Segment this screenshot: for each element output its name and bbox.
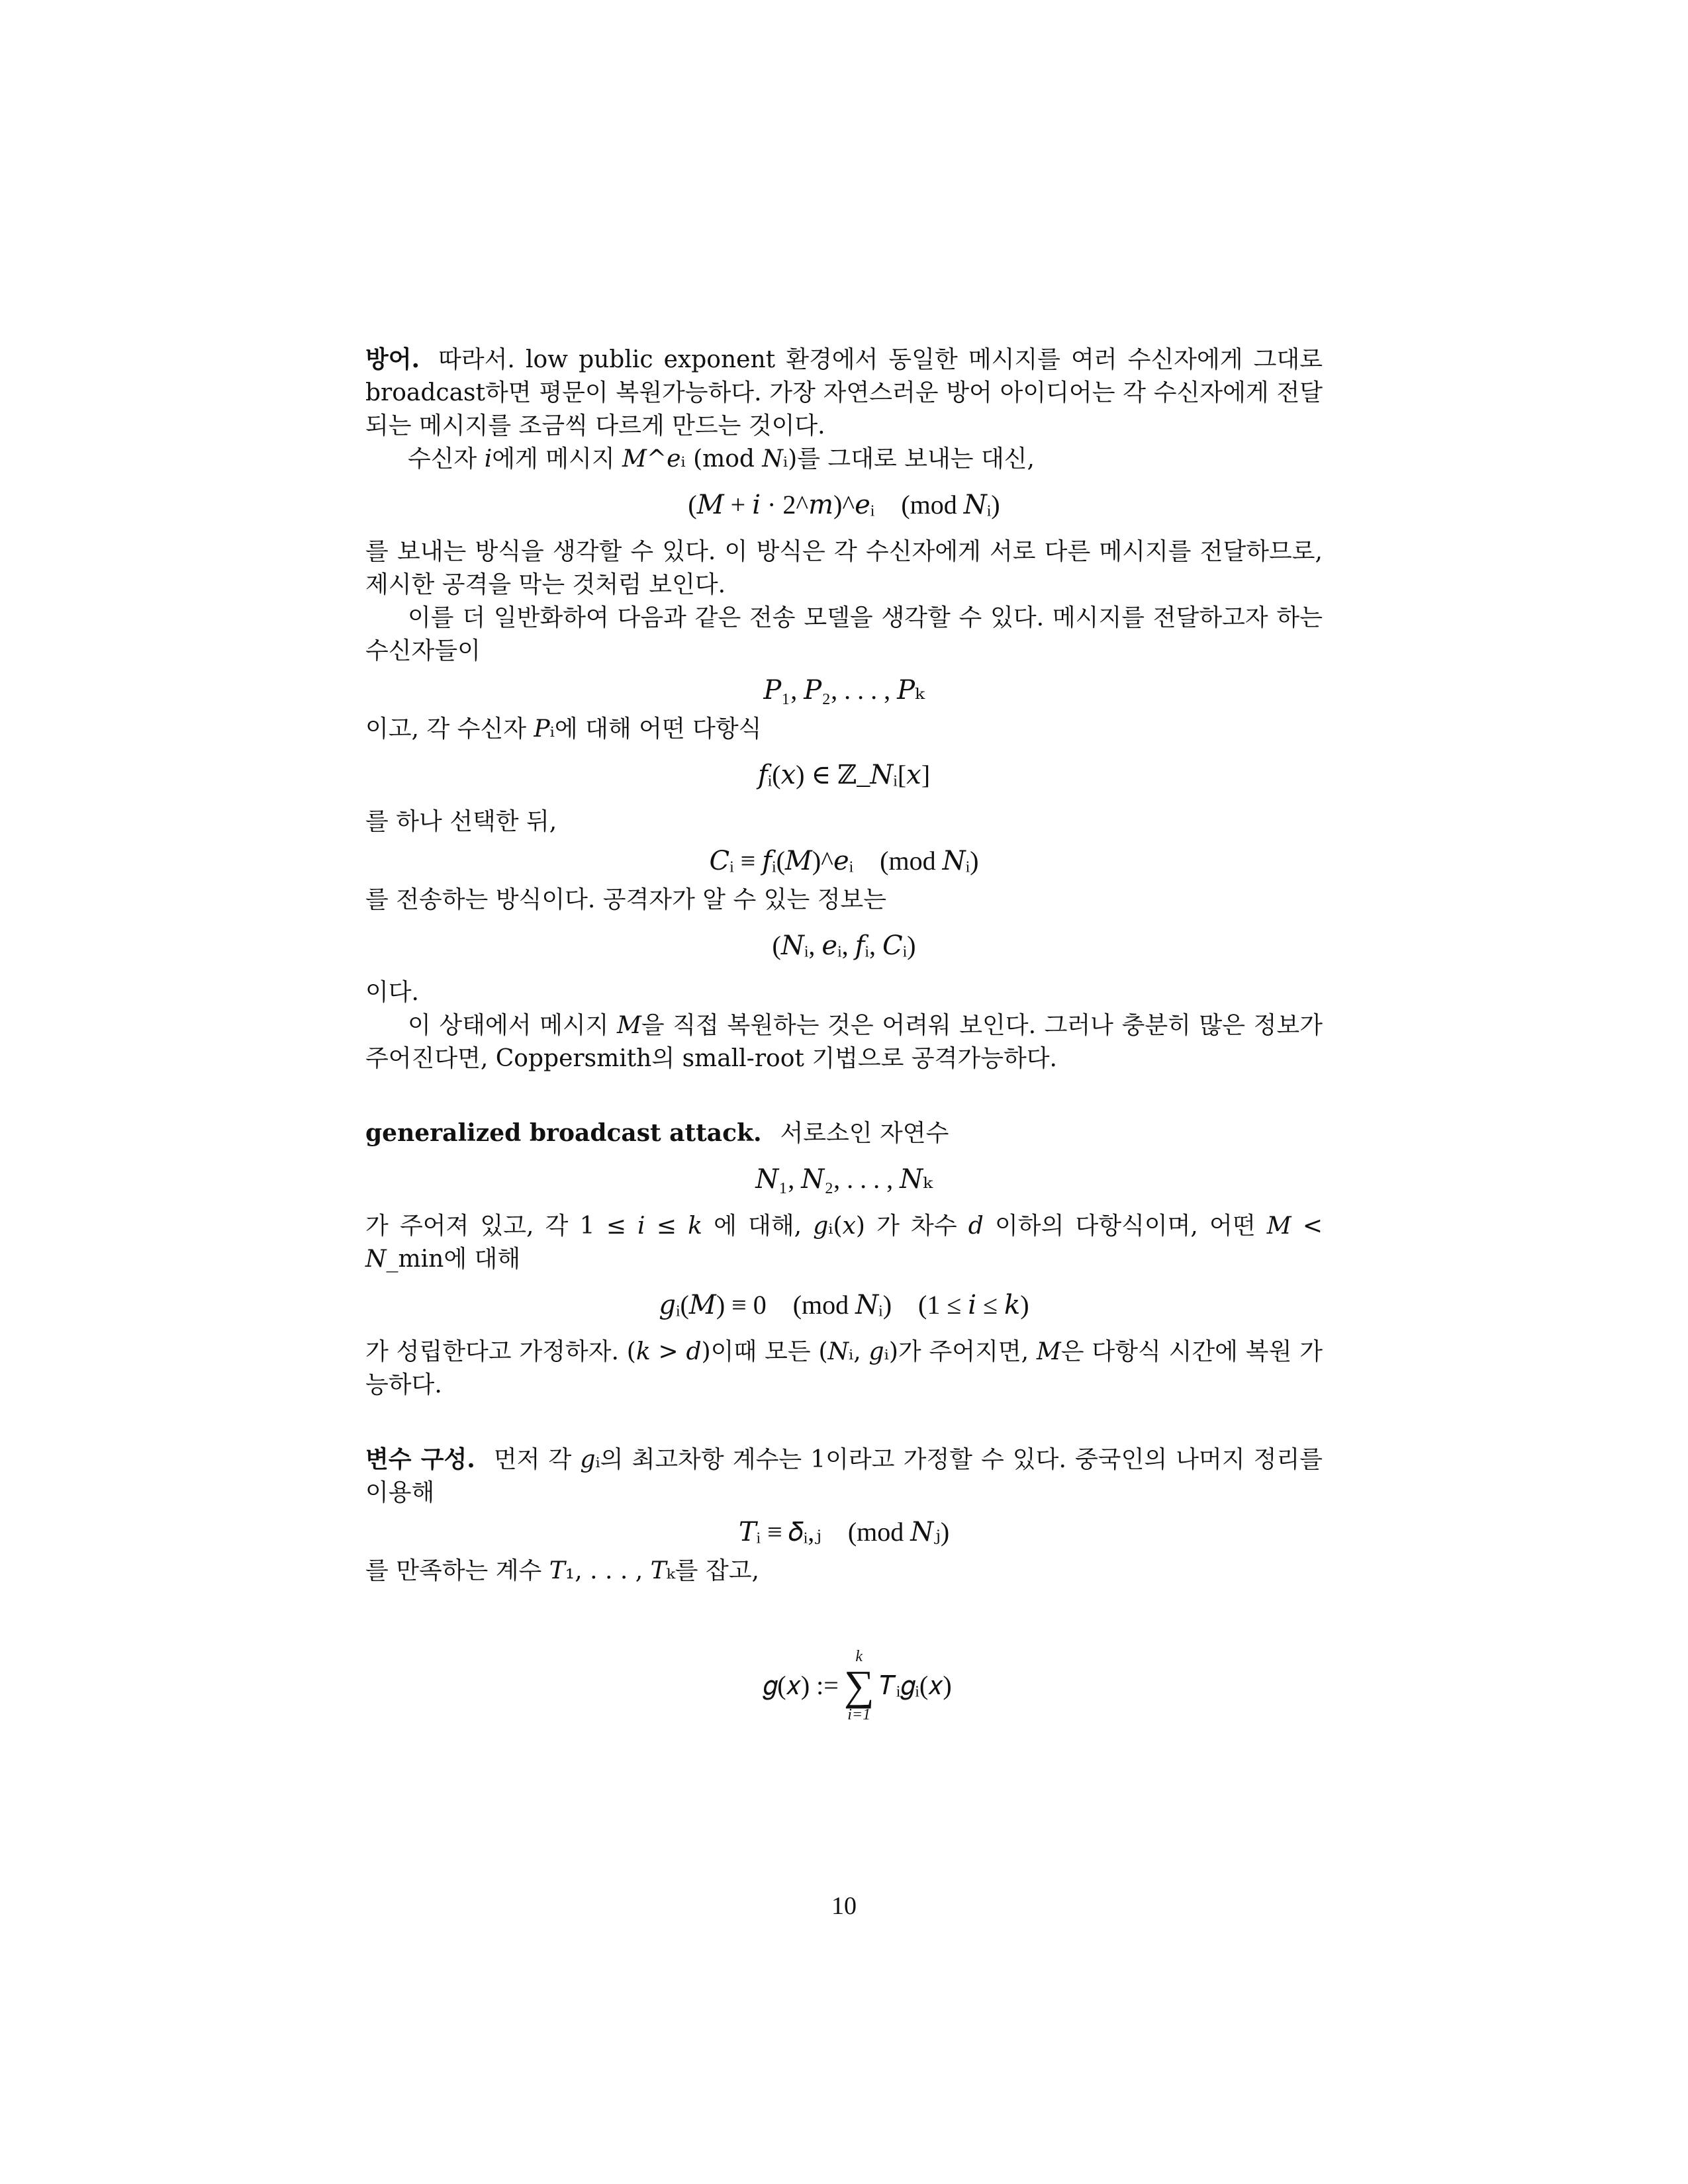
section-label-generalized: generalized broadcast attack. bbox=[365, 1119, 762, 1147]
equation-congruence: 𝑔ᵢ(𝑀) ≡ 0 (mod 𝑁ᵢ) (1 ≤ 𝑖 ≤ 𝑘) bbox=[659, 1290, 1029, 1320]
sum-rhs: 𝑇ᵢ𝑔ᵢ(𝑥) bbox=[879, 1670, 952, 1700]
document-body bbox=[365, 343, 1323, 1782]
equation-known-info: (𝑁ᵢ, 𝑒ᵢ, 𝑓ᵢ, 𝐶ᵢ) bbox=[772, 931, 916, 960]
equation-sum-definition bbox=[365, 1612, 1323, 1760]
variables-text-2: 를 만족하는 계수 𝑇₁, . . . , 𝑇ₖ를 잡고, bbox=[365, 1557, 759, 1584]
section-label-variables: 변수 구성. bbox=[365, 1445, 475, 1473]
sum-lhs: 𝑔(𝑥) := bbox=[763, 1670, 839, 1700]
section-label-defense: 방어. bbox=[365, 345, 420, 373]
sum-sign: ∑ bbox=[843, 1662, 874, 1709]
equation-moduli: 𝑁₁, 𝑁₂, . . . , 𝑁ₖ bbox=[755, 1164, 933, 1194]
defense-text-1: 따라서. low public exponent 환경에서 동일한 메시지를 여러 수신자에게 그대로 broadcast하면 평문이 복원가능하다. 가장 자연스러운 방어 아이디어는 각 수신자에게 전달되는 메시지를 조금씩 다르게 만드는 것이다. bbox=[365, 346, 1323, 439]
generalized-text-3: 가 성립한다고 가정하자. (𝑘 > 𝑑)이때 모든 (𝑁ᵢ, 𝑔ᵢ)가 주어지면, 𝑀은 다항식 시간에 복원 가능하다. bbox=[365, 1338, 1323, 1398]
defense-text-4: 이를 더 일반화하여 다음과 같은 전송 모델을 생각할 수 있다. 메시지를 전달하고자 하는 수신자들이 bbox=[365, 604, 1323, 664]
equation-crt-coefficients: 𝑇ᵢ ≡ 𝛿ᵢ,ⱼ (mod 𝑁ⱼ) bbox=[738, 1517, 950, 1547]
page-number: 10 bbox=[831, 1892, 857, 1920]
sigma-symbol bbox=[844, 1649, 874, 1723]
equation-modified-message: (𝑀 + 𝑖 · 2^𝑚)^𝑒ᵢ (mod 𝑁ᵢ) bbox=[688, 490, 1000, 520]
defense-text-6: 를 하나 선택한 뒤, bbox=[365, 808, 557, 835]
equation-recipients: 𝑃₁, 𝑃₂, . . . , 𝑃ₖ bbox=[763, 675, 925, 705]
sum-upper-limit: k bbox=[855, 1648, 863, 1665]
generalized-paragraph bbox=[365, 1116, 1323, 1150]
defense-paragraph bbox=[365, 343, 1323, 443]
defense-text-3: 를 보내는 방식을 생각할 수 있다. 이 방식은 각 수신자에게 서로 다른 메시지를 전달하므로, 제시한 공격을 막는 것처럼 보인다. bbox=[365, 538, 1323, 598]
defense-text-7: 를 전송하는 방식이다. 공격자가 알 수 있는 정보는 bbox=[365, 886, 887, 913]
equation-polynomial: 𝑓ᵢ(𝑥) ∈ ℤ_𝑁ᵢ[𝑥] bbox=[757, 760, 931, 790]
variables-text-1: 먼저 각 𝑔ᵢ의 최고차항 계수는 1이라고 가정할 수 있다. 중국인의 나머지 정리를 이용해 bbox=[365, 1446, 1323, 1506]
defense-text-2: 수신자 𝑖에게 메시지 𝑀^𝑒ᵢ (mod 𝑁ᵢ)를 그대로 보내는 대신, bbox=[408, 445, 1035, 473]
variables-paragraph bbox=[365, 1443, 1323, 1510]
defense-text-5: 이고, 각 수신자 𝑃ᵢ에 대해 어떤 다항식 bbox=[365, 715, 762, 743]
generalized-text-1: 서로소인 자연수 bbox=[780, 1120, 949, 1147]
equation-ciphertext: 𝐶ᵢ ≡ 𝑓ᵢ(𝑀)^𝑒ᵢ (mod 𝑁ᵢ) bbox=[709, 846, 979, 876]
sum-lower-limit: i=1 bbox=[847, 1706, 871, 1723]
defense-text-8: 이다. bbox=[365, 979, 419, 1006]
generalized-text-2: 가 주어져 있고, 각 1 ≤ 𝑖 ≤ 𝑘 에 대해, 𝑔ᵢ(𝑥) 가 차수 𝑑 이하의 다항식이며, 어떤 𝑀 < 𝑁_min에 대해 bbox=[365, 1212, 1323, 1273]
sum-expression bbox=[763, 1649, 952, 1723]
defense-text-9: 이 상태에서 메시지 𝑀을 직접 복원하는 것은 어려워 보인다. 그러나 충분히 많은 정보가 주어진다면, Coppersmith의 small-root 기법으로 공격가능하다. bbox=[365, 1012, 1323, 1072]
